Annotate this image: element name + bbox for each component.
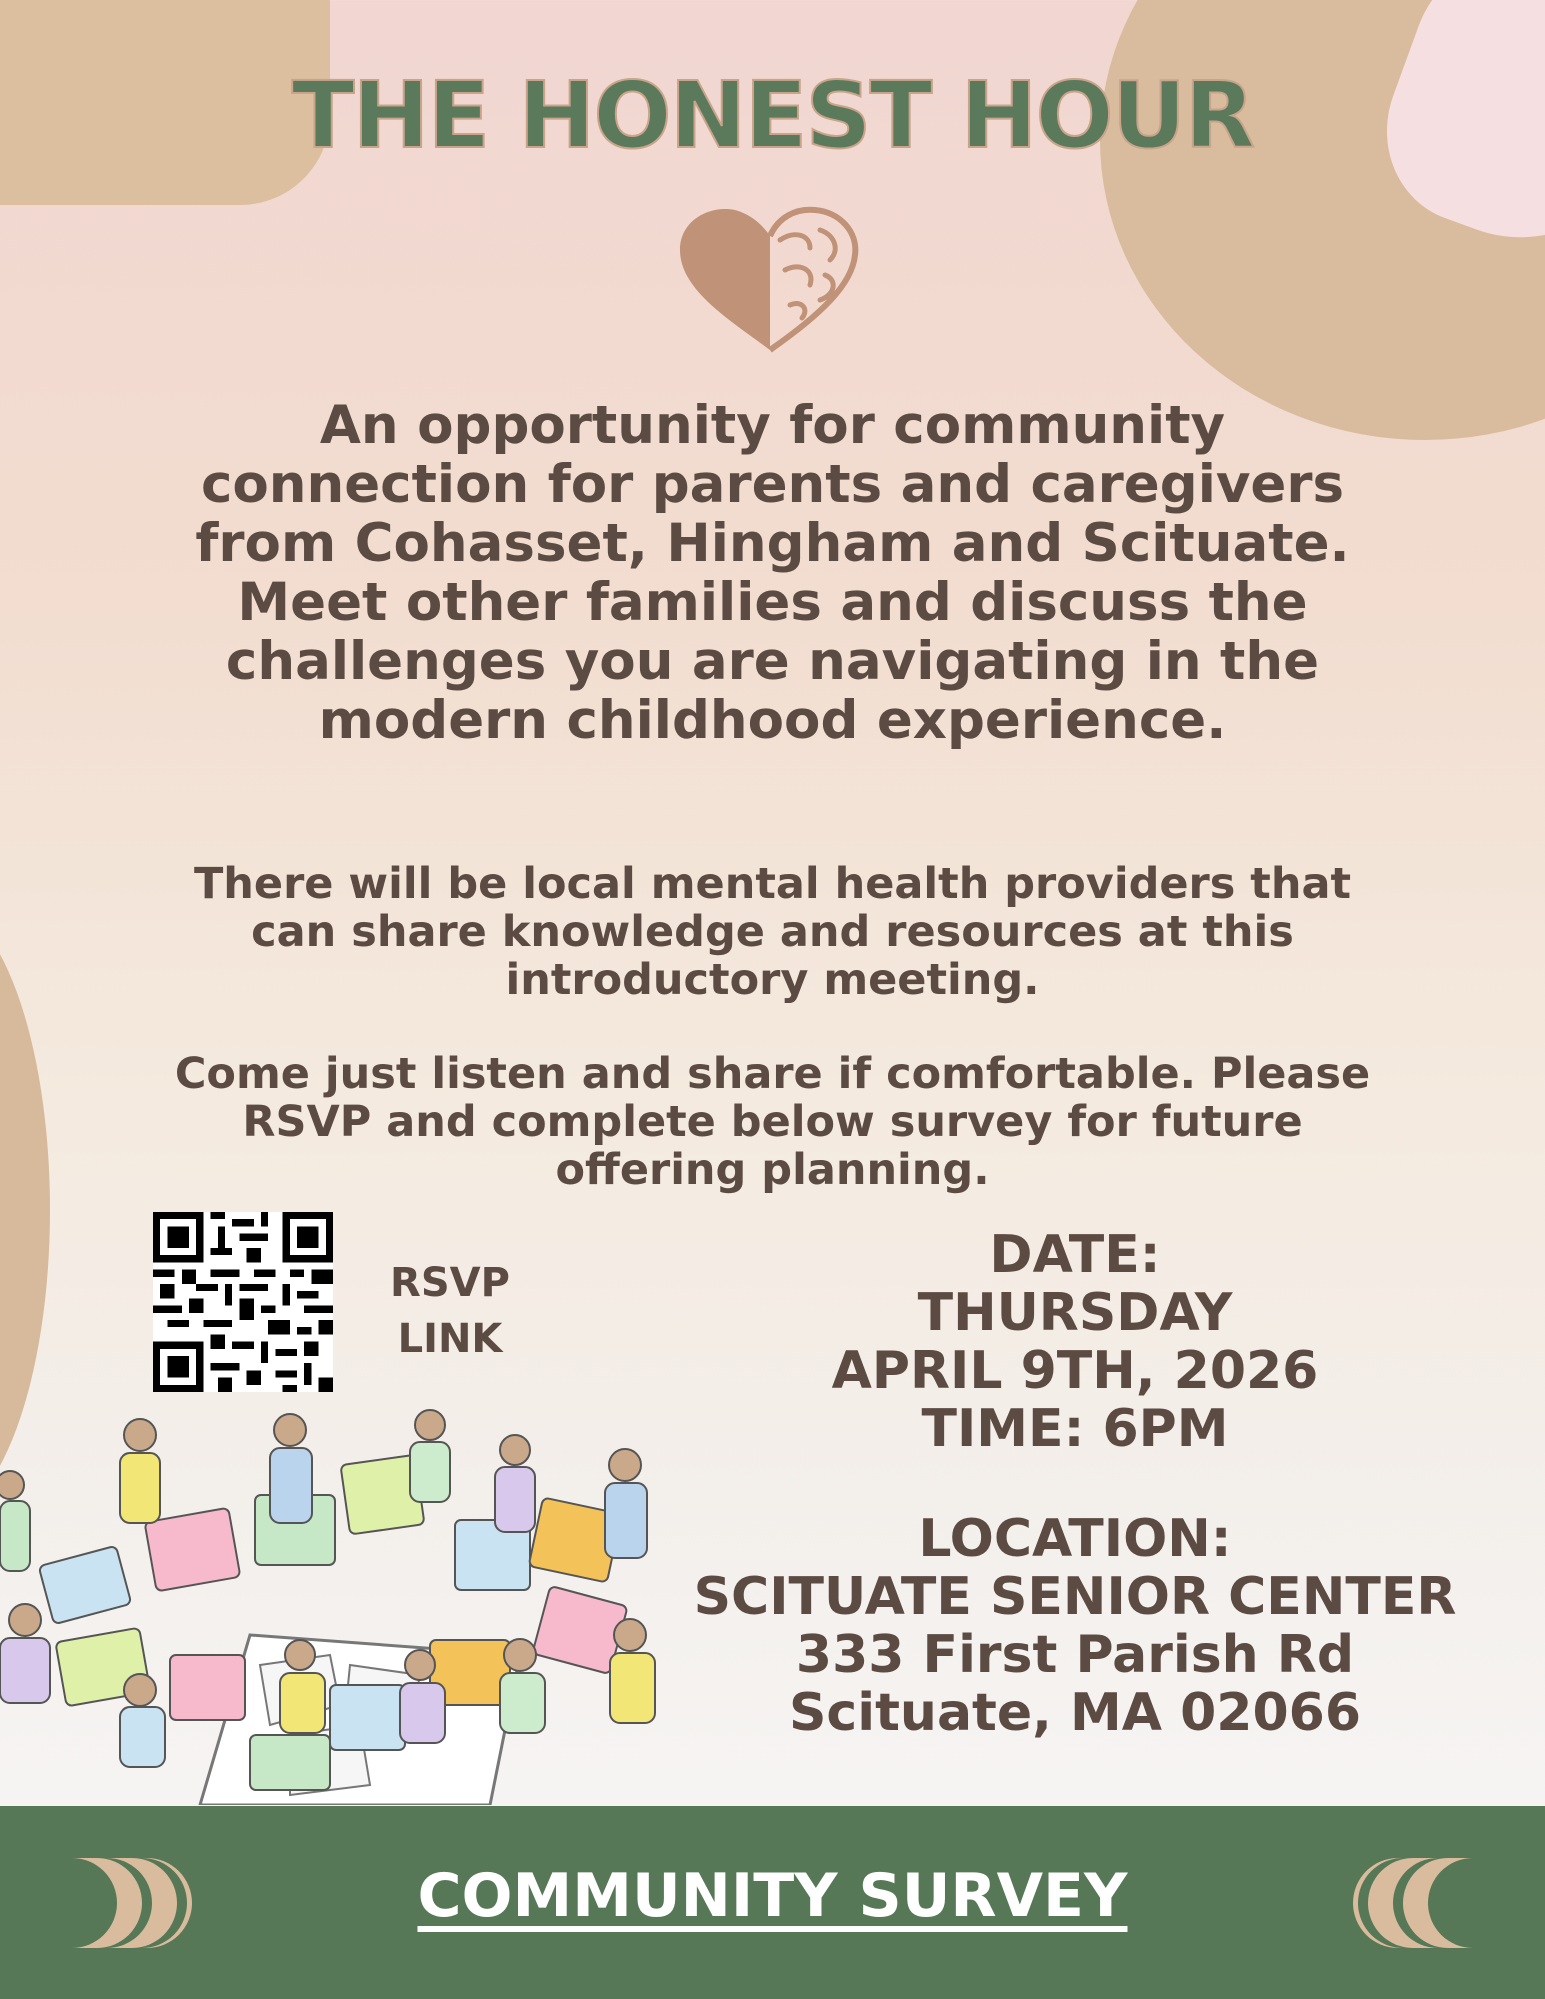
event-location-block [660, 1510, 1490, 1742]
event-date-block [660, 1226, 1490, 1458]
community-survey-link[interactable]: COMMUNITY SURVEY [417, 1861, 1128, 1931]
heart-brain-icon [670, 200, 870, 360]
event-time: TIME: 6PM [921, 1399, 1229, 1459]
location-label: LOCATION: [918, 1509, 1232, 1569]
venue-city: Scituate, MA 02066 [788, 1683, 1362, 1743]
date-label: DATE: [989, 1225, 1161, 1285]
rewind-icon [1353, 1858, 1473, 1948]
venue-street: 333 First Parish Rd [795, 1625, 1355, 1685]
qr-code-icon[interactable] [153, 1212, 333, 1392]
rsvp-link-label[interactable] [360, 1255, 540, 1367]
intro-paragraph: An opportunity for community connection for parents and caregivers from Cohasset, Hingham and Scituate. Meet other families and discuss the challenges you are navigating in the modern childhood experience. [195, 395, 1350, 751]
rsvp-instructions-paragraph: Come just listen and share if comfortable. Please RSVP and complete below survey for future offering planning. [174, 1049, 1371, 1195]
event-day: THURSDAY [917, 1283, 1233, 1343]
footer-bar [0, 1806, 1545, 1999]
rsvp-line-2: LINK [397, 1316, 503, 1362]
page-title: THE HONEST HOUR [291, 62, 1254, 169]
rsvp-line-1: RSVP [390, 1260, 510, 1306]
venue-name: SCITUATE SENIOR CENTER [693, 1567, 1457, 1627]
providers-paragraph: There will be local mental health providers that can share knowledge and resources at this introductory meeting. [193, 859, 1352, 1005]
event-date: APRIL 9TH, 2026 [831, 1341, 1319, 1401]
community-puzzle-illustration [0, 1405, 680, 1805]
